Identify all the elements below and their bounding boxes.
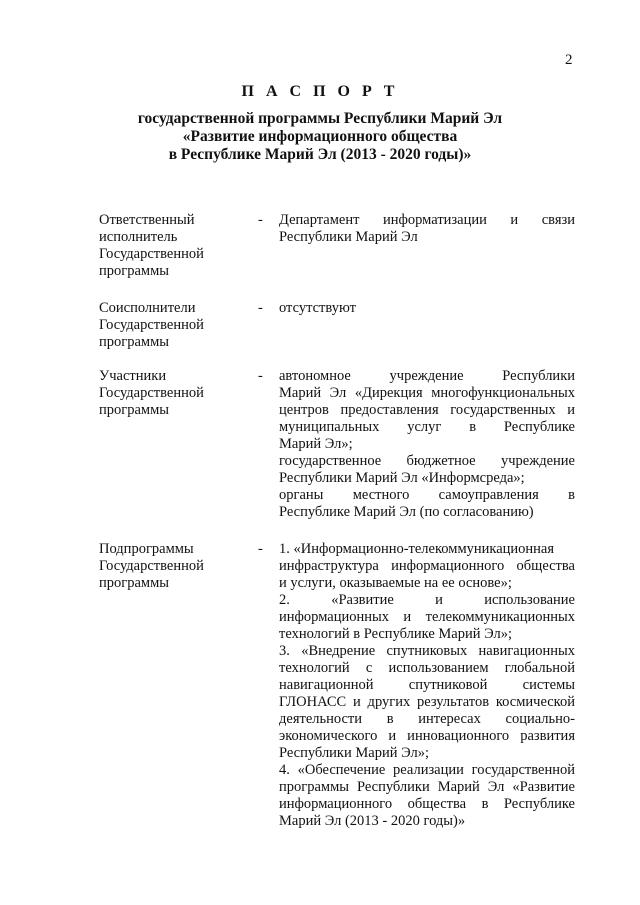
content-line: Республики Марий Эл — [279, 229, 418, 245]
content-line: информационных и телекоммуникационных — [279, 609, 575, 625]
row-content — [279, 300, 575, 317]
content-line: центров предоставления государственных и — [279, 402, 575, 418]
row-content — [279, 368, 575, 521]
content-line: Республики Марий Эл»; — [279, 745, 429, 761]
label-line: Соисполнители — [99, 300, 196, 316]
content-line: органы местного самоуправления в — [279, 487, 575, 503]
row-dash: - — [258, 212, 263, 228]
content-line: деятельности в интересах социально- — [279, 711, 575, 727]
subtitle-line: государственной программы Республики Марий Эл — [137, 110, 503, 127]
document-title: П А С П О Р Т — [241, 83, 399, 100]
label-line: исполнитель — [99, 229, 178, 245]
label-line: Государственной — [99, 385, 204, 401]
label-line: Участники — [99, 368, 167, 384]
label-line: Государственной — [99, 317, 204, 333]
content-line: программы Республики Марий Эл «Развитие — [279, 779, 575, 795]
document-subtitle — [0, 110, 640, 164]
content-line: и услуги, оказываемые на ее основе»; — [279, 575, 512, 591]
row-label — [99, 541, 239, 592]
label-line: Государственной — [99, 246, 204, 262]
row-label — [99, 368, 239, 419]
content-line: 3. «Внедрение спутниковых навигационных — [279, 643, 575, 659]
subtitle-line: в Республике Марий Эл (2013 - 2020 годы)» — [168, 146, 472, 163]
content-line: технологий с использованием глобальной — [279, 660, 575, 676]
label-line: программы — [99, 575, 169, 591]
content-line: 1. «Информационно-телекоммуникационная — [279, 541, 555, 557]
row-label — [99, 300, 239, 351]
content-line: Марий Эл (2013 - 2020 годы)» — [279, 813, 466, 829]
label-line: Государственной — [99, 558, 204, 574]
label-line: программы — [99, 402, 169, 418]
label-line: Подпрограммы — [99, 541, 194, 557]
content-line: Республики Марий Эл «Информсреда»; — [279, 470, 525, 486]
content-line: ГЛОНАСС и других результатов космической — [279, 694, 575, 710]
label-line: Ответственный — [99, 212, 195, 228]
row-content — [279, 212, 575, 246]
content-line: информационного общества в Республике — [279, 796, 575, 812]
label-line: программы — [99, 334, 169, 350]
content-line: государственное бюджетное учреждение — [279, 453, 575, 469]
row-label — [99, 212, 239, 280]
content-line: Марий Эл»; — [279, 436, 353, 452]
row-content — [279, 541, 575, 830]
content-line: автономное учреждение Республики — [279, 368, 575, 384]
content-line: экономического и инновационного развития — [279, 728, 575, 744]
content-line: 2. «Развитие и использование — [279, 592, 575, 608]
content-line: Республике Марий Эл (по согласованию) — [279, 504, 534, 520]
content-line: отсутствуют — [279, 300, 356, 316]
content-line: Департамент информатизации и связи — [279, 212, 575, 228]
row-dash: - — [258, 541, 263, 557]
content-line: навигационной спутниковой системы — [279, 677, 575, 693]
content-line: 4. «Обеспечение реализации государственной — [279, 762, 575, 778]
content-line: технологий в Республике Марий Эл»; — [279, 626, 512, 642]
content-line: инфраструктура информационного общества — [279, 558, 575, 574]
label-line: программы — [99, 263, 169, 279]
page-number: 2 — [565, 52, 573, 68]
row-dash: - — [258, 368, 263, 384]
content-line: Марий Эл «Дирекция многофункциональных — [279, 385, 575, 401]
row-dash: - — [258, 300, 263, 316]
content-line: муниципальных услуг в Республике — [279, 419, 575, 435]
subtitle-line: «Развитие информационного общества — [182, 128, 458, 145]
